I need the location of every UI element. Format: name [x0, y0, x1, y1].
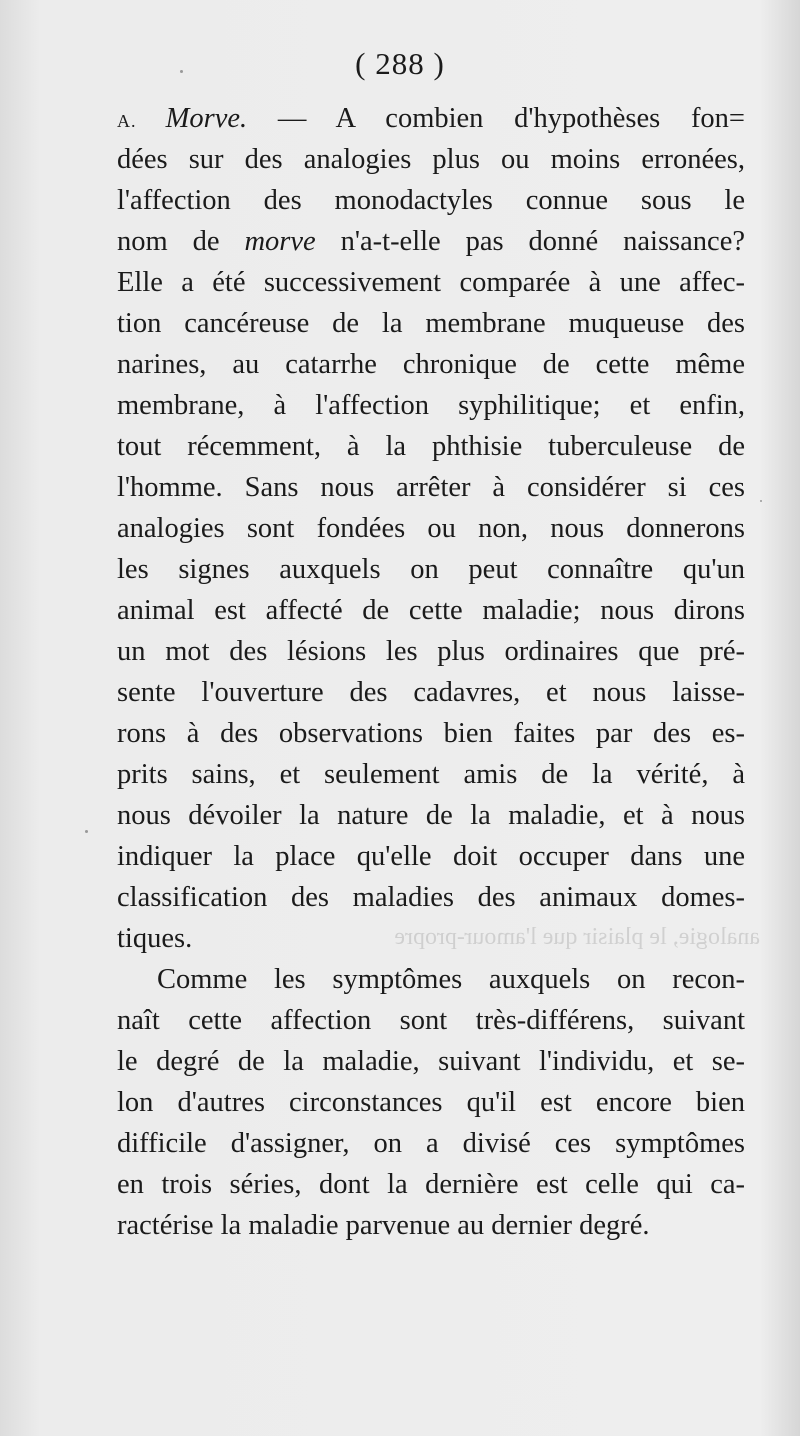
text-line: dées sur des analogies plus ou moins erronées,	[117, 144, 745, 175]
text-line: ractérise la maladie parvenue au dernier degré.	[117, 1210, 650, 1241]
text-line: analogies sont fondées ou non, nous donnerons	[117, 513, 745, 544]
text-line: membrane, à l'affection syphilitique; et enfin,	[117, 390, 745, 421]
text-line: Elle a été successivement comparée à une affec-	[117, 267, 745, 298]
text-line: naît cette affection sont très-différens, suivant	[117, 1005, 745, 1036]
text-line: les signes auxquels on peut connaître qu'un	[117, 554, 745, 585]
text-line: sente l'ouverture des cadavres, et nous laisse-	[117, 677, 745, 708]
page-number: ( 288 )	[355, 46, 445, 81]
text-line: A. Morve. — A combien d'hypothèses fon=	[117, 103, 745, 134]
text-line: rons à des observations bien faites par des es-	[117, 718, 745, 749]
text-line: lon d'autres circonstances qu'il est encore bien	[117, 1087, 745, 1118]
show-through-text: analogie, le plaisir que l'amour-propre	[394, 924, 760, 950]
text-line: tiques.	[117, 923, 193, 954]
text-line: un mot des lésions les plus ordinaires que pré-	[117, 636, 745, 667]
text-line: prits sains, et seulement amis de la vérité, à	[117, 759, 745, 790]
text-line: classification des maladies des animaux domes-	[117, 882, 745, 913]
text-line: difficile d'assigner, on a divisé ces symptômes	[117, 1128, 745, 1159]
text-line: nom de morve n'a-t-elle pas donné naissance?	[117, 226, 745, 257]
text-line: le degré de la maladie, suivant l'individu, et se-	[117, 1046, 745, 1077]
text-line: nous dévoiler la nature de la maladie, et à nous	[117, 800, 745, 831]
text-line: en trois séries, dont la dernière est celle qui ca-	[117, 1169, 745, 1200]
body-text	[117, 98, 745, 1246]
text-line: narines, au catarrhe chronique de cette même	[117, 349, 745, 380]
paragraph-2	[117, 959, 745, 1246]
text-line: animal est affecté de cette maladie; nous dirons	[117, 595, 745, 626]
text-line: Comme les symptômes auxquels on recon-	[157, 964, 745, 995]
paragraph-1	[117, 98, 745, 959]
text-line: l'affection des monodactyles connue sous le	[117, 185, 745, 216]
text-line: tion cancéreuse de la membrane muqueuse des	[117, 308, 745, 339]
text-line: tout récemment, à la phthisie tuberculeuse de	[117, 431, 745, 462]
text-line: l'homme. Sans nous arrêter à considérer si ces	[117, 472, 745, 503]
text-line: indiquer la place qu'elle doit occuper dans une	[117, 841, 745, 872]
